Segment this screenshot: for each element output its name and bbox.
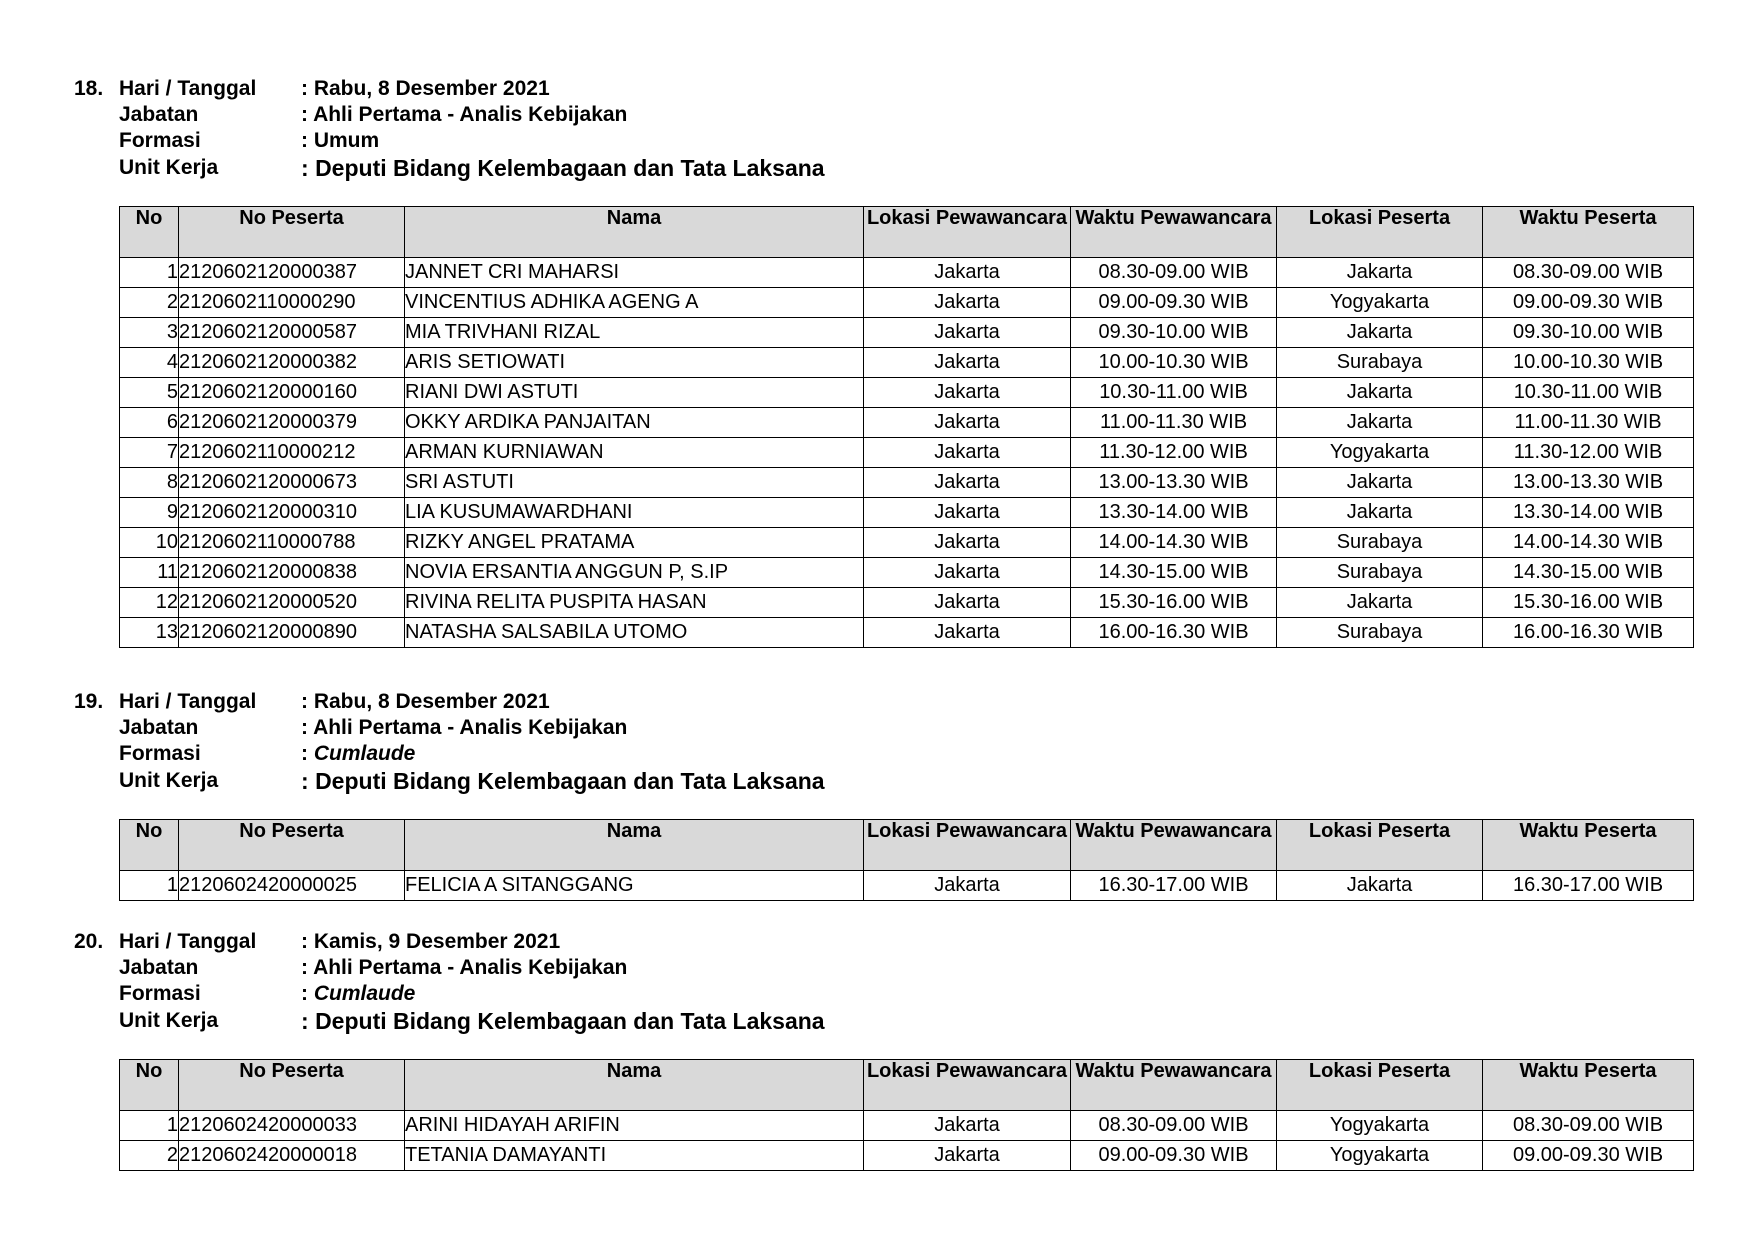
cell-nama: FELICIA A SITANGGANG: [405, 871, 864, 901]
section-meta: [0, 76, 1754, 186]
meta-value-jabatan: Ahli Pertama - Analis Kebijakan: [313, 956, 628, 979]
cell-waktu-peserta: 10.00-10.30 WIB: [1483, 348, 1694, 378]
table-row: [120, 1141, 1694, 1171]
table-header-row: [120, 820, 1694, 871]
header-waktu-pewawancara: Waktu Pewawancara: [1071, 820, 1277, 871]
table-row: [120, 558, 1694, 588]
meta-label-unit: Unit Kerja: [119, 1009, 219, 1032]
cell-waktu-pewawancara: 13.00-13.30 WIB: [1071, 468, 1277, 498]
cell-no: 2: [120, 288, 179, 318]
meta-value-formasi: Umum: [313, 129, 380, 152]
meta-label-formasi: Formasi: [119, 742, 201, 765]
cell-nama: NOVIA ERSANTIA ANGGUN P, S.IP: [405, 558, 864, 588]
meta-row-jabatan: Jabatan : Ahli Pertama - Analis Kebijakan: [119, 103, 628, 126]
header-no-peserta: No Peserta: [179, 1060, 405, 1111]
meta-row-hari: Hari / Tanggal : Rabu, 8 Desember 2021: [119, 690, 550, 713]
table-row: [120, 618, 1694, 648]
cell-lokasi-peserta: Jakarta: [1277, 871, 1483, 901]
cell-no-peserta: 2120602120000890: [179, 618, 405, 648]
cell-waktu-pewawancara: 14.30-15.00 WIB: [1071, 558, 1277, 588]
cell-no-peserta: 2120602120000838: [179, 558, 405, 588]
cell-nama: RIVINA RELITA PUSPITA HASAN: [405, 588, 864, 618]
cell-lokasi-pewawancara: Jakarta: [864, 438, 1071, 468]
cell-lokasi-pewawancara: Jakarta: [864, 871, 1071, 901]
cell-no-peserta: 2120602110000290: [179, 288, 405, 318]
cell-waktu-pewawancara: 11.30-12.00 WIB: [1071, 438, 1277, 468]
cell-lokasi-pewawancara: Jakarta: [864, 258, 1071, 288]
cell-waktu-pewawancara: 10.00-10.30 WIB: [1071, 348, 1277, 378]
cell-lokasi-pewawancara: Jakarta: [864, 1141, 1071, 1171]
cell-lokasi-peserta: Jakarta: [1277, 588, 1483, 618]
section-number: 19.: [74, 690, 104, 713]
meta-label-hari: Hari / Tanggal: [119, 930, 257, 953]
cell-waktu-pewawancara: 09.00-09.30 WIB: [1071, 1141, 1277, 1171]
table-row: [120, 528, 1694, 558]
cell-lokasi-peserta: Jakarta: [1277, 468, 1483, 498]
meta-row-unit: Unit Kerja : Deputi Bidang Kelembagaan dan Tata Laksana: [119, 155, 825, 181]
table-row: [120, 588, 1694, 618]
table-row: [120, 498, 1694, 528]
cell-lokasi-pewawancara: Jakarta: [864, 288, 1071, 318]
cell-waktu-pewawancara: 14.00-14.30 WIB: [1071, 528, 1277, 558]
meta-row-formasi: Formasi : Umum: [119, 129, 380, 152]
header-lokasi-pewawancara: Lokasi Pewawancara: [864, 207, 1071, 258]
cell-lokasi-peserta: Surabaya: [1277, 558, 1483, 588]
cell-lokasi-peserta: Yogyakarta: [1277, 1111, 1483, 1141]
cell-waktu-pewawancara: 15.30-16.00 WIB: [1071, 588, 1277, 618]
meta-row-unit: Unit Kerja : Deputi Bidang Kelembagaan dan Tata Laksana: [119, 768, 825, 794]
section-number: 20.: [74, 930, 104, 953]
cell-nama: TETANIA DAMAYANTI: [405, 1141, 864, 1171]
section-number: 18.: [74, 77, 104, 100]
meta-row-formasi: Formasi : Cumlaude: [119, 982, 416, 1005]
cell-no-peserta: 2120602110000212: [179, 438, 405, 468]
cell-no-peserta: 2120602420000025: [179, 871, 405, 901]
header-no: No: [120, 820, 179, 871]
cell-waktu-peserta: 13.30-14.00 WIB: [1483, 498, 1694, 528]
cell-lokasi-peserta: Surabaya: [1277, 348, 1483, 378]
header-waktu-peserta: Waktu Peserta: [1483, 820, 1694, 871]
cell-no: 2: [120, 1141, 179, 1171]
cell-lokasi-peserta: Jakarta: [1277, 408, 1483, 438]
cell-no: 6: [120, 408, 179, 438]
meta-label-formasi: Formasi: [119, 982, 201, 1005]
cell-no: 5: [120, 378, 179, 408]
meta-value-hari: Kamis, 9 Desember 2021: [313, 930, 561, 953]
cell-no: 1: [120, 258, 179, 288]
header-waktu-pewawancara: Waktu Pewawancara: [1071, 207, 1277, 258]
meta-value-unit: Deputi Bidang Kelembagaan dan Tata Laksana: [315, 1008, 825, 1034]
cell-lokasi-peserta: Yogyakarta: [1277, 288, 1483, 318]
cell-no: 11: [120, 558, 179, 588]
table-header-row: [120, 1060, 1694, 1111]
cell-no-peserta: 2120602420000033: [179, 1111, 405, 1141]
cell-no-peserta: 2120602120000310: [179, 498, 405, 528]
meta-label-jabatan: Jabatan: [119, 956, 199, 979]
cell-waktu-pewawancara: 10.30-11.00 WIB: [1071, 378, 1277, 408]
header-lokasi-peserta: Lokasi Peserta: [1277, 820, 1483, 871]
cell-lokasi-pewawancara: Jakarta: [864, 1111, 1071, 1141]
cell-waktu-peserta: 09.00-09.30 WIB: [1483, 1141, 1694, 1171]
header-nama: Nama: [405, 207, 864, 258]
table-row: [120, 378, 1694, 408]
cell-lokasi-pewawancara: Jakarta: [864, 348, 1071, 378]
meta-label-hari: Hari / Tanggal: [119, 77, 257, 100]
meta-value-unit: Deputi Bidang Kelembagaan dan Tata Laksana: [315, 155, 825, 181]
cell-no: 3: [120, 318, 179, 348]
header-nama: Nama: [405, 1060, 864, 1111]
cell-waktu-peserta: 15.30-16.00 WIB: [1483, 588, 1694, 618]
cell-no: 12: [120, 588, 179, 618]
schedule-table: [119, 819, 1694, 901]
header-no: No: [120, 1060, 179, 1111]
cell-waktu-pewawancara: 08.30-09.00 WIB: [1071, 258, 1277, 288]
cell-lokasi-pewawancara: Jakarta: [864, 318, 1071, 348]
cell-no: 4: [120, 348, 179, 378]
cell-lokasi-peserta: Jakarta: [1277, 318, 1483, 348]
cell-lokasi-peserta: Surabaya: [1277, 528, 1483, 558]
table-row: [120, 348, 1694, 378]
cell-waktu-pewawancara: 16.00-16.30 WIB: [1071, 618, 1277, 648]
cell-no: 1: [120, 871, 179, 901]
header-no: No: [120, 207, 179, 258]
cell-lokasi-peserta: Jakarta: [1277, 378, 1483, 408]
cell-waktu-peserta: 09.30-10.00 WIB: [1483, 318, 1694, 348]
cell-no-peserta: 2120602420000018: [179, 1141, 405, 1171]
meta-label-formasi: Formasi: [119, 129, 201, 152]
cell-waktu-peserta: 09.00-09.30 WIB: [1483, 288, 1694, 318]
table-row: [120, 871, 1694, 901]
cell-no: 10: [120, 528, 179, 558]
table-row: [120, 318, 1694, 348]
cell-no-peserta: 2120602120000587: [179, 318, 405, 348]
header-waktu-peserta: Waktu Peserta: [1483, 1060, 1694, 1111]
cell-waktu-pewawancara: 08.30-09.00 WIB: [1071, 1111, 1277, 1141]
meta-label-unit: Unit Kerja: [119, 156, 219, 179]
header-no-peserta: No Peserta: [179, 820, 405, 871]
cell-waktu-peserta: 08.30-09.00 WIB: [1483, 258, 1694, 288]
cell-nama: VINCENTIUS ADHIKA AGENG A: [405, 288, 864, 318]
meta-row-jabatan: Jabatan : Ahli Pertama - Analis Kebijakan: [119, 716, 628, 739]
cell-waktu-peserta: 08.30-09.00 WIB: [1483, 1111, 1694, 1141]
cell-no-peserta: 2120602120000673: [179, 468, 405, 498]
cell-no: 13: [120, 618, 179, 648]
cell-no-peserta: 2120602120000382: [179, 348, 405, 378]
cell-nama: MIA TRIVHANI RIZAL: [405, 318, 864, 348]
cell-nama: RIZKY ANGEL PRATAMA: [405, 528, 864, 558]
header-waktu-pewawancara: Waktu Pewawancara: [1071, 1060, 1277, 1111]
meta-row-hari: Hari / Tanggal : Kamis, 9 Desember 2021: [119, 930, 561, 953]
cell-lokasi-pewawancara: Jakarta: [864, 468, 1071, 498]
schedule-table: [119, 1059, 1694, 1171]
header-lokasi-peserta: Lokasi Peserta: [1277, 1060, 1483, 1111]
table-row: [120, 468, 1694, 498]
cell-nama: JANNET CRI MAHARSI: [405, 258, 864, 288]
cell-nama: ARMAN KURNIAWAN: [405, 438, 864, 468]
cell-nama: SRI ASTUTI: [405, 468, 864, 498]
cell-nama: ARIS SETIOWATI: [405, 348, 864, 378]
cell-waktu-pewawancara: 16.30-17.00 WIB: [1071, 871, 1277, 901]
cell-lokasi-pewawancara: Jakarta: [864, 558, 1071, 588]
cell-waktu-peserta: 11.00-11.30 WIB: [1483, 408, 1694, 438]
header-lokasi-pewawancara: Lokasi Pewawancara: [864, 1060, 1071, 1111]
cell-waktu-peserta: 13.00-13.30 WIB: [1483, 468, 1694, 498]
table-row: [120, 408, 1694, 438]
cell-nama: RIANI DWI ASTUTI: [405, 378, 864, 408]
header-lokasi-pewawancara: Lokasi Pewawancara: [864, 820, 1071, 871]
cell-waktu-peserta: 16.30-17.00 WIB: [1483, 871, 1694, 901]
cell-waktu-pewawancara: 13.30-14.00 WIB: [1071, 498, 1277, 528]
meta-label-jabatan: Jabatan: [119, 103, 199, 126]
cell-no: 7: [120, 438, 179, 468]
header-no-peserta: No Peserta: [179, 207, 405, 258]
cell-no: 9: [120, 498, 179, 528]
header-nama: Nama: [405, 820, 864, 871]
cell-no-peserta: 2120602120000379: [179, 408, 405, 438]
table-header-row: [120, 207, 1694, 258]
meta-value-jabatan: Ahli Pertama - Analis Kebijakan: [313, 103, 628, 126]
meta-row-jabatan: Jabatan : Ahli Pertama - Analis Kebijakan: [119, 956, 628, 979]
cell-lokasi-pewawancara: Jakarta: [864, 408, 1071, 438]
cell-waktu-peserta: 14.30-15.00 WIB: [1483, 558, 1694, 588]
meta-value-formasi: Cumlaude: [313, 982, 416, 1005]
cell-no-peserta: 2120602120000520: [179, 588, 405, 618]
table-row: [120, 258, 1694, 288]
table-row: [120, 288, 1694, 318]
cell-lokasi-peserta: Yogyakarta: [1277, 438, 1483, 468]
cell-lokasi-pewawancara: Jakarta: [864, 378, 1071, 408]
cell-no-peserta: 2120602110000788: [179, 528, 405, 558]
cell-no-peserta: 2120602120000387: [179, 258, 405, 288]
table-row: [120, 438, 1694, 468]
meta-row-hari: Hari / Tanggal : Rabu, 8 Desember 2021: [119, 77, 550, 100]
meta-value-hari: Rabu, 8 Desember 2021: [313, 77, 550, 100]
table-row: [120, 1111, 1694, 1141]
cell-waktu-peserta: 11.30-12.00 WIB: [1483, 438, 1694, 468]
meta-label-hari: Hari / Tanggal: [119, 690, 257, 713]
section-meta: [0, 929, 1754, 1039]
cell-lokasi-pewawancara: Jakarta: [864, 588, 1071, 618]
meta-row-unit: Unit Kerja : Deputi Bidang Kelembagaan dan Tata Laksana: [119, 1008, 825, 1034]
cell-waktu-pewawancara: 11.00-11.30 WIB: [1071, 408, 1277, 438]
cell-no-peserta: 2120602120000160: [179, 378, 405, 408]
cell-lokasi-peserta: Jakarta: [1277, 498, 1483, 528]
cell-waktu-peserta: 14.00-14.30 WIB: [1483, 528, 1694, 558]
meta-value-jabatan: Ahli Pertama - Analis Kebijakan: [313, 716, 628, 739]
meta-label-unit: Unit Kerja: [119, 769, 219, 792]
cell-lokasi-pewawancara: Jakarta: [864, 528, 1071, 558]
cell-nama: LIA KUSUMAWARDHANI: [405, 498, 864, 528]
cell-lokasi-peserta: Jakarta: [1277, 258, 1483, 288]
cell-nama: ARINI HIDAYAH ARIFIN: [405, 1111, 864, 1141]
meta-value-unit: Deputi Bidang Kelembagaan dan Tata Laksana: [315, 768, 825, 794]
cell-waktu-peserta: 10.30-11.00 WIB: [1483, 378, 1694, 408]
meta-row-formasi: Formasi : Cumlaude: [119, 742, 416, 765]
cell-nama: NATASHA SALSABILA UTOMO: [405, 618, 864, 648]
cell-waktu-pewawancara: 09.30-10.00 WIB: [1071, 318, 1277, 348]
section-meta: [0, 689, 1754, 799]
cell-lokasi-peserta: Yogyakarta: [1277, 1141, 1483, 1171]
cell-lokasi-pewawancara: Jakarta: [864, 618, 1071, 648]
cell-lokasi-peserta: Surabaya: [1277, 618, 1483, 648]
cell-no: 8: [120, 468, 179, 498]
meta-label-jabatan: Jabatan: [119, 716, 199, 739]
cell-lokasi-pewawancara: Jakarta: [864, 498, 1071, 528]
cell-nama: OKKY ARDIKA PANJAITAN: [405, 408, 864, 438]
meta-value-formasi: Cumlaude: [313, 742, 416, 765]
cell-waktu-pewawancara: 09.00-09.30 WIB: [1071, 288, 1277, 318]
schedule-table: [119, 206, 1694, 648]
cell-waktu-peserta: 16.00-16.30 WIB: [1483, 618, 1694, 648]
cell-no: 1: [120, 1111, 179, 1141]
header-waktu-peserta: Waktu Peserta: [1483, 207, 1694, 258]
header-lokasi-peserta: Lokasi Peserta: [1277, 207, 1483, 258]
meta-value-hari: Rabu, 8 Desember 2021: [313, 690, 550, 713]
